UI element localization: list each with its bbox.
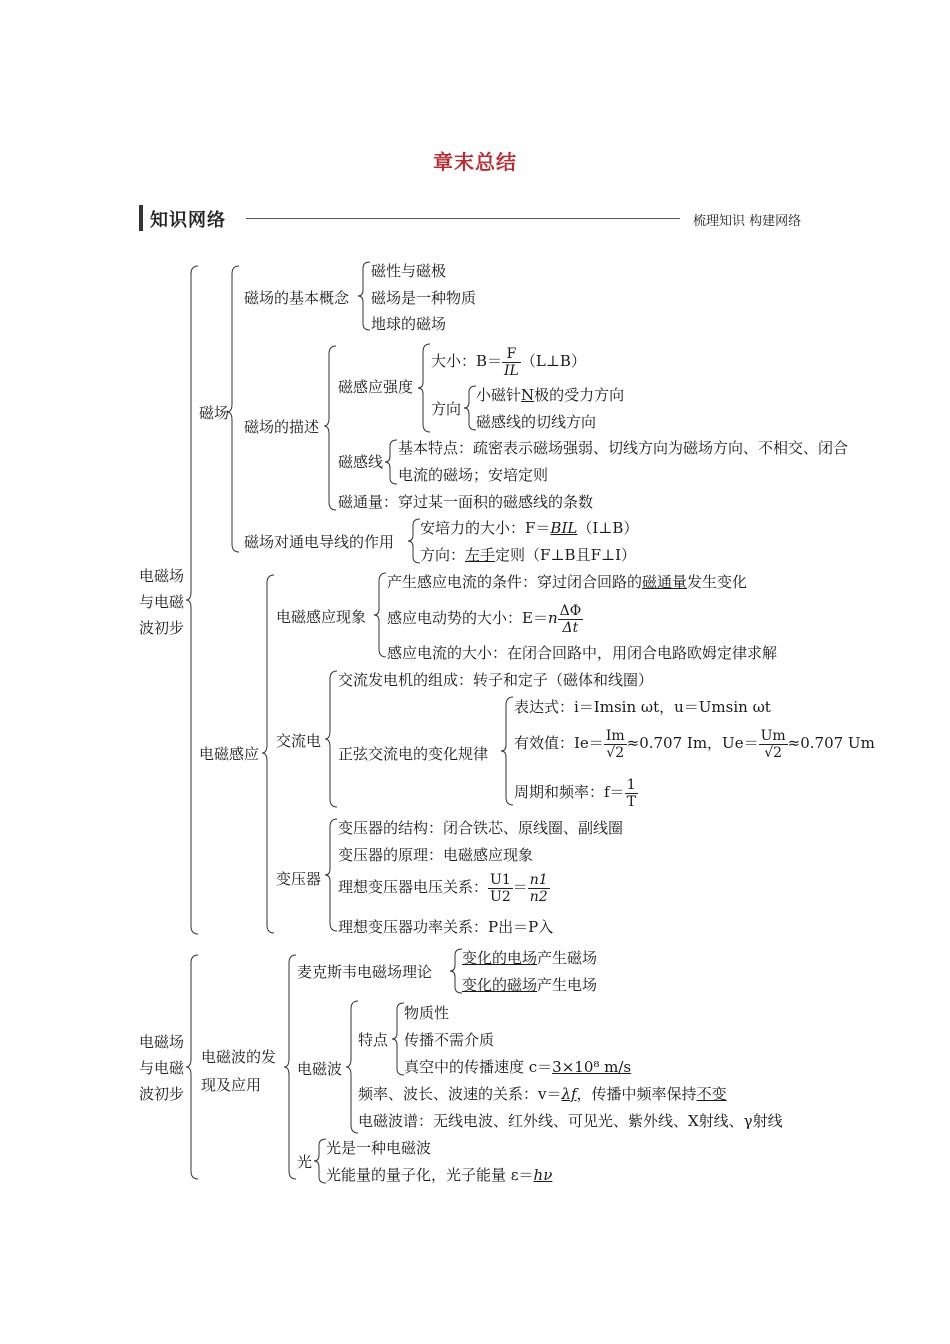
strength-size: 大小：B＝ $\frac{F}{IL}$ （L⊥B）: [431, 345, 586, 379]
light-item-2: 光能量的量子化，光子能量 ε＝hν: [326, 1166, 553, 1184]
direction-item-2: 磁感线的切线方向: [476, 413, 597, 431]
flux: 磁通量：穿过某一面积的磁感线的条数: [338, 493, 594, 511]
basic-item-1: 磁性与磁极: [371, 262, 447, 280]
force-label: 磁场对通电导线的作用: [244, 533, 395, 551]
feature-label: 特点: [358, 1031, 389, 1049]
section-divider: [246, 218, 680, 219]
brace-desc: [326, 346, 338, 516]
section-title: 知识网络: [150, 210, 226, 231]
tree1-root: 电磁场 与电磁 波初步: [139, 567, 185, 637]
page-title: 章末总结: [433, 150, 517, 174]
brace-induction: [264, 575, 276, 937]
sine-expression: 表达式：i＝Imsin ωt，u＝Umsin ωt: [514, 698, 771, 716]
basic-item-3: 地球的磁场: [371, 315, 447, 333]
light-label: 光: [297, 1153, 313, 1171]
feature-item-3: 真空中的传播速度 c＝3×10⁸ m/s: [404, 1058, 632, 1076]
brace-root-1: [188, 266, 200, 936]
transformer-item-2: 变压器的原理：电磁感应现象: [338, 846, 534, 864]
sine-period: 周期和频率：f＝ $\frac{1}{T}$: [514, 776, 636, 810]
transformer-label: 变压器: [276, 870, 322, 888]
field-lines-label: 磁感线: [338, 453, 384, 471]
brace-ac: [327, 671, 339, 811]
spectrum: 电磁波谱：无线电波、红外线、可见光、紫外线、X射线、γ射线: [358, 1112, 783, 1130]
force-item-2: 方向：左手定则（F⊥B且F⊥I）: [420, 546, 637, 564]
phenomenon-item-2: 感应电动势的大小：E＝n $\frac{\Delta\Phi}{\Delta t}$: [387, 602, 582, 636]
phenomenon-item-3: 感应电流的大小：在闭合回路中，用闭合电路欧姆定律求解: [387, 644, 778, 662]
field-lines-item-1: 基本特点：疏密表示磁场强弱、切线方向为磁场方向、不相交、闭合: [398, 439, 849, 457]
feature-item-2: 传播不需介质: [404, 1031, 495, 1049]
ac-item-1: 交流发电机的组成：转子和定子（磁体和线圈）: [338, 671, 654, 689]
induction-label: 电磁感应: [199, 745, 260, 763]
basic-item-2: 磁场是一种物质: [371, 289, 477, 307]
transformer-item-1: 变压器的结构：闭合铁芯、原线圈、副线圈: [338, 819, 624, 837]
strength-label: 磁感应强度: [338, 378, 414, 396]
light-item-1: 光是一种电磁波: [326, 1139, 432, 1157]
brace-magnet: [229, 266, 241, 556]
magnet-label: 磁场: [199, 404, 230, 422]
sine-effective: 有效值：Ie＝ $\frac{Im}{√2}$ ≈0.707 Im，Ue＝ $\frac{Um}{√2}$ ≈0.707 Um: [514, 727, 875, 761]
ac-label: 交流电: [276, 732, 322, 750]
maxwell-label: 麦克斯韦电磁场理论: [297, 963, 433, 981]
wave-label: 电磁波的发 现及应用: [201, 1048, 277, 1094]
basic-concept-label: 磁场的基本概念: [244, 289, 350, 307]
tree2-root: 电磁场 与电磁 波初步: [139, 1033, 185, 1103]
feature-item-1: 物质性: [404, 1004, 450, 1022]
wave-relation: 频率、波长、波速的关系：v＝λf，传播中频率保持不变: [358, 1085, 727, 1103]
force-item-1: 安培力的大小：F＝BIL（I⊥B）: [420, 519, 639, 537]
transformer-item-3: 理想变压器电压关系： $\frac{U1}{U2}$ ＝ $\frac{n1}{n2}$: [338, 871, 548, 905]
direction-item-1: 小磁针N极的受力方向: [476, 386, 625, 404]
description-label: 磁场的描述: [244, 418, 320, 436]
transformer-item-4: 理想变压器功率关系：P出＝P入: [338, 918, 554, 936]
maxwell-item-1: 变化的电场产生磁场: [462, 949, 598, 967]
section-marker: [139, 205, 143, 231]
maxwell-item-2: 变化的磁场产生电场: [462, 976, 598, 994]
field-lines-item-2: 电流的磁场；安培定则: [398, 466, 549, 484]
phenomenon-label: 电磁感应现象: [276, 608, 367, 626]
section-subtitle: 梳理知识 构建网络: [693, 214, 802, 229]
em-wave-label: 电磁波: [297, 1060, 343, 1078]
brace-root-2: [188, 955, 200, 1183]
phenomenon-item-1: 产生感应电流的条件：穿过闭合回路的磁通量发生变化: [387, 573, 748, 591]
strength-direction-label: 方向: [431, 400, 462, 418]
sine-label: 正弦交流电的变化规律: [338, 745, 489, 763]
